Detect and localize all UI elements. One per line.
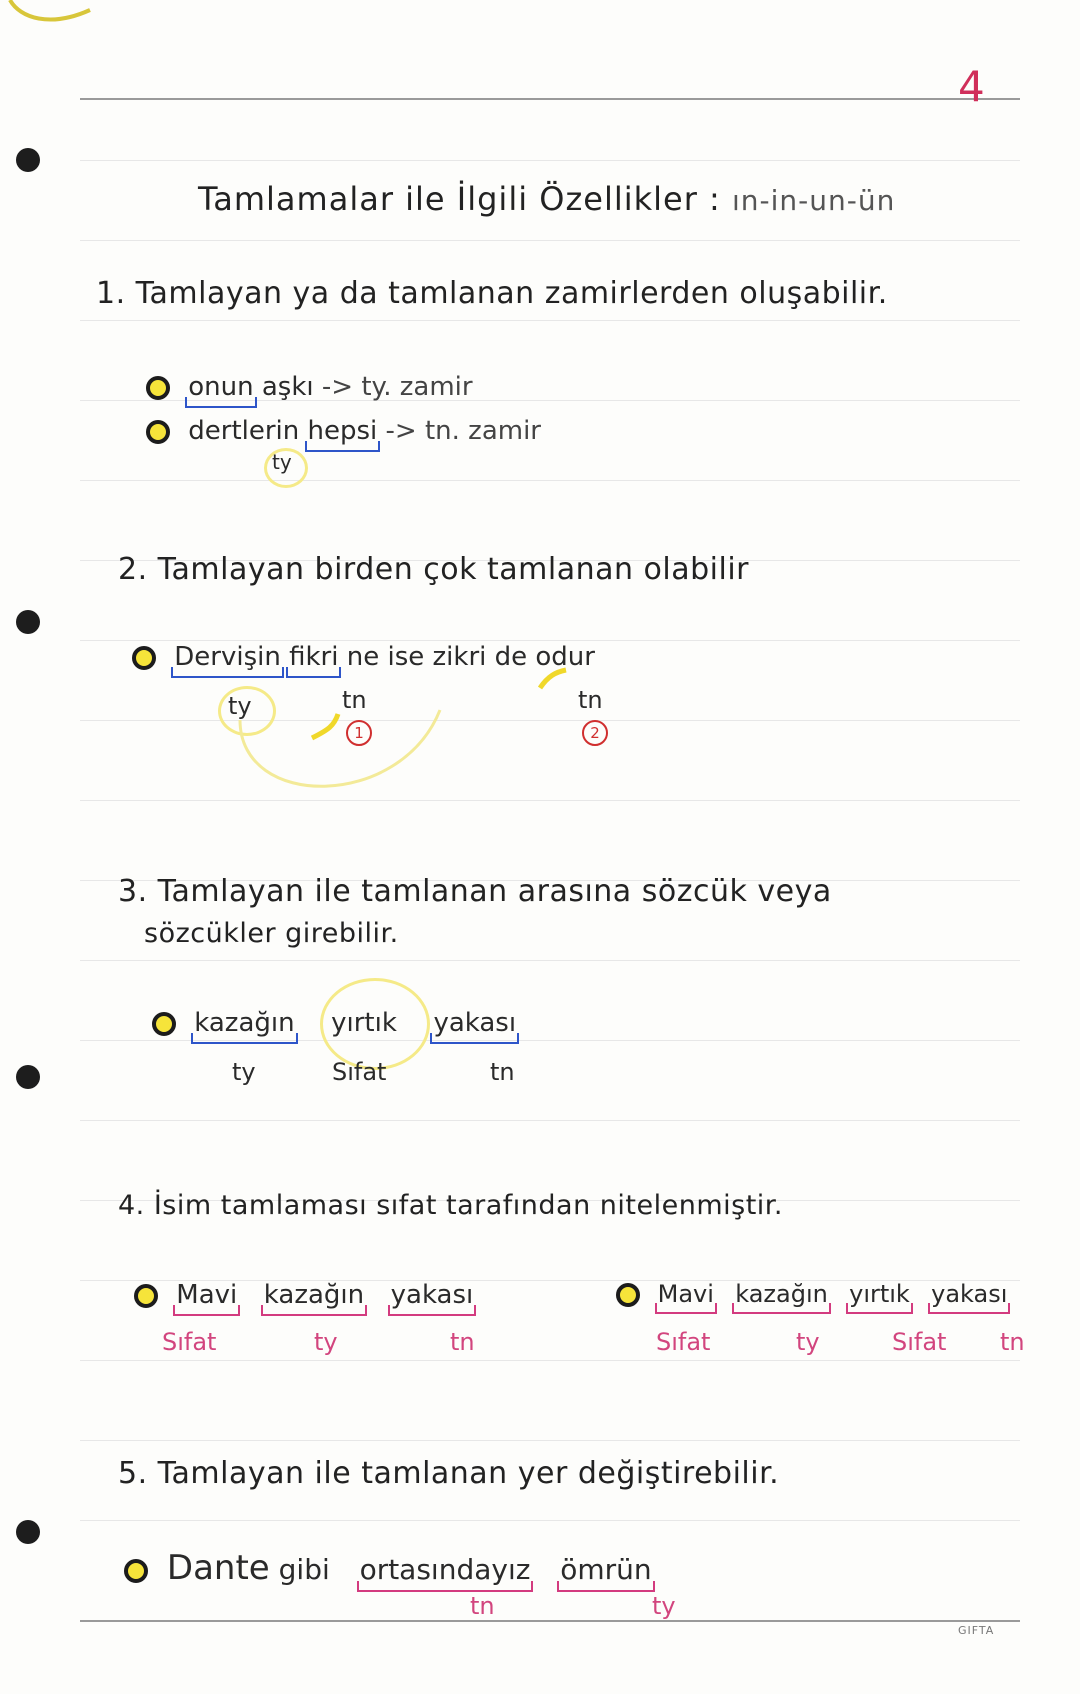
label-tn-2: tn xyxy=(578,686,603,714)
label-sifat: Sıfat xyxy=(162,1328,217,1356)
ruled-line xyxy=(80,1440,1020,1441)
rule-4-example-1 xyxy=(134,1280,473,1310)
note: -> ty. zamir xyxy=(321,372,473,402)
label-ty: ty xyxy=(272,450,292,474)
bullet-dot xyxy=(146,420,170,444)
label-ty: ty xyxy=(796,1328,820,1356)
word: ömrün xyxy=(560,1553,652,1586)
word: yakası xyxy=(390,1280,474,1310)
ruled-line xyxy=(80,1120,1020,1121)
word: Dervişin xyxy=(174,642,281,672)
word: hepsi xyxy=(307,416,378,446)
binder-hole xyxy=(16,610,40,634)
ruled-line xyxy=(80,240,1020,241)
rule-5-example xyxy=(124,1548,652,1588)
rule-2-heading: 2. Tamlayan birden çok tamlanan olabilir xyxy=(118,552,750,587)
label-tn: tn xyxy=(470,1592,495,1620)
bullet-dot xyxy=(146,376,170,400)
binder-hole xyxy=(16,1520,40,1544)
binder-hole xyxy=(16,148,40,172)
note: -> tn. zamir xyxy=(385,416,542,446)
bullet-dot xyxy=(152,1012,176,1036)
rule-5-heading: 5. Tamlayan ile tamlanan yer değiştirebilir. xyxy=(118,1456,780,1491)
ruled-line xyxy=(80,1360,1020,1361)
ruled-line xyxy=(80,320,1020,321)
rule-1-example-1 xyxy=(146,372,473,402)
rule-4-heading: 4. İsim tamlaması sıfat tarafından nitelenmiştir. xyxy=(118,1190,783,1221)
word: kazağın xyxy=(735,1280,828,1308)
bullet-dot xyxy=(134,1284,158,1308)
word: kazağın xyxy=(194,1008,295,1038)
ruled-line xyxy=(80,480,1020,481)
word: gibi xyxy=(278,1553,330,1586)
label-tn: tn xyxy=(450,1328,475,1356)
brand-watermark: GIFTA xyxy=(958,1624,995,1637)
rule-3-heading-line-1: 3. Tamlayan ile tamlanan arasına sözcük veya xyxy=(118,874,832,909)
label-ty: ty xyxy=(228,692,252,720)
word: fikri xyxy=(289,642,339,672)
title-text: Tamlamalar ile İlgili Özellikler : xyxy=(198,180,721,218)
word: ne ise xyxy=(346,642,425,672)
yellow-curl-decoration xyxy=(0,0,130,40)
label-ty: ty xyxy=(314,1328,338,1356)
word: zikri xyxy=(432,642,487,672)
title-suffix: ın-in-un-ün xyxy=(732,184,896,217)
label-sifat: Sıfat xyxy=(656,1328,711,1356)
word: yırtık xyxy=(331,1008,397,1038)
number-1-circle: 1 xyxy=(346,720,372,746)
number-2-circle: 2 xyxy=(582,720,608,746)
highlight-circle xyxy=(320,978,430,1070)
rule-4-example-2 xyxy=(616,1280,1007,1308)
bullet-dot xyxy=(124,1559,148,1583)
word: yırtık xyxy=(849,1280,910,1308)
label-tn: tn xyxy=(1000,1328,1025,1356)
word: kazağın xyxy=(263,1280,365,1310)
word: odur xyxy=(535,642,595,672)
bottom-margin-rule xyxy=(80,1620,1020,1622)
ruled-line xyxy=(80,640,1020,641)
rule-1-example-2 xyxy=(146,416,541,446)
word: yakası xyxy=(931,1280,1008,1308)
rule-1-heading: 1. Tamlayan ya da tamlanan zamirlerden oluşabilir. xyxy=(96,276,888,311)
word: de xyxy=(494,642,528,672)
binder-hole xyxy=(16,1065,40,1089)
page-title xyxy=(198,180,895,218)
word: aşkı xyxy=(261,372,314,402)
word: Dante xyxy=(166,1548,270,1588)
bullet-dot xyxy=(132,646,156,670)
ruled-line xyxy=(80,1520,1020,1521)
ruled-line xyxy=(80,160,1020,161)
word: Mavi xyxy=(176,1280,238,1310)
label-tn: tn xyxy=(490,1058,515,1086)
page-number: 4 xyxy=(958,62,985,111)
top-margin-rule xyxy=(80,98,1020,100)
ruled-line xyxy=(80,960,1020,961)
bullet-dot xyxy=(616,1283,640,1307)
label-sifat: Sıfat xyxy=(892,1328,947,1356)
rule-3-heading-line-2: sözcükler girebilir. xyxy=(144,918,399,949)
word: onun xyxy=(188,372,254,402)
word: ortasındayız xyxy=(359,1553,531,1586)
label-sifat: Sıfat xyxy=(332,1058,387,1086)
label-ty: ty xyxy=(232,1058,256,1086)
word: yakası xyxy=(433,1008,517,1038)
label-ty: ty xyxy=(652,1592,676,1620)
connection-arrows xyxy=(200,660,620,820)
word: dertlerin xyxy=(188,416,300,446)
label-tn-1: tn xyxy=(342,686,367,714)
word: Mavi xyxy=(657,1280,714,1308)
